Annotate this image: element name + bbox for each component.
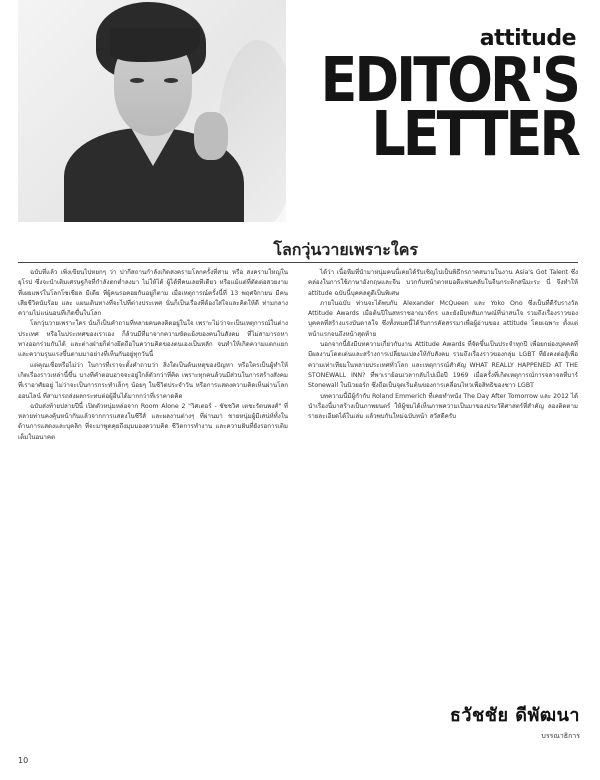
body-column-right bbox=[308, 268, 578, 422]
headline: โลกวุ่นวายเพราะใคร bbox=[273, 240, 418, 259]
body-column-left bbox=[18, 268, 288, 443]
paragraph: ได้ว่า เนื้อหืมที่นำมาหนุ่มคนนี้เคยได้รับเชิญไปเป็นพิธีกรภาคสนามในงาน Asia's Got Talent ซึ่งคล่องในการใช้ภาษาอังกฤษและจีน บวกกับหน้าตาหมอดีแฟนคลับในจีนกระดิกสนีมะระ นี่ จึงทำให้ attitude ฉบับนี้บุคคลดูดีเป็นพิเศษ bbox=[308, 269, 578, 297]
masthead bbox=[288, 26, 578, 170]
paragraph: แต่คุณเชื่อหรือไม่ว่า ในการที่เราจะตั้งคำถามว่า สิ่งใดเป็นต้นเหตุของปัญหา หรือใครเป็นผู้ทำให้เกิดเรื่องราวเหล่านี้ขึ้น บางทีคำตอบอาจจะอยู่ใกล้ตัวกว่าที่คิด เพราะทุกคนล้วนมีส่วนในการสร้างสังคมที่เราอาศัยอยู่ ไม่ว่าจะเป็นการกระทำเล็กๆ น้อยๆ ในชีวิตประจำวัน หรือการแสดงความคิดเห็นผ่านโลกออนไลน์ ที่สามารถส่งผลกระทบต่อผู้อื่นได้มากกว่าที่เราคาดคิด bbox=[18, 361, 288, 400]
signature-role: บรรณาธิการ bbox=[541, 732, 580, 740]
masthead-kicker: attitude bbox=[479, 26, 576, 51]
paragraph: บทความนี้มีผู้กำกับ Roland Emmerich ที่เคยทำหนัง The Day After Tomorrow และ 2012 ได้นำเรื่องนี้มาสร้างเป็นภาพยนตร์ ให้ผู้ชมได้เห็นภาพความเป็นมาของประวัติศาสตร์ที่สำคัญ ลองติดตามรายละเอียดได้ในเล่ม แล้วพบกันใหม่ฉบับหน้า สวัสดีครับ bbox=[308, 392, 578, 421]
masthead-line2: LETTER bbox=[371, 98, 578, 170]
paragraph: ภายในฉบับ ท่านจะได้พบกับ Alexander McQueen และ Yoko Ono ซึ่งเป็นที่ดีรับรางวัล Attitude Awards เมื่อต้นปีในสหราชอาณาจักร และยังมีบทสัมภาษณ์ที่น่าสนใจ รวมถึงเรื่องราวของบุคคลที่สร้างแรงบันดาลใจ ซึ่งทั้งหมดนี้ได้รับการคัดสรรมาเพื่อผู้อ่านของ attitude โดยเฉพาะ ตั้งแต่หน้าแรกจนถึงหน้าสุดท้าย bbox=[308, 299, 578, 338]
paragraph: ฉบับที่แล้ว เพิ่งเขียนไปหยกๆ ว่า ปากีสถานกำลังเกิดสงครามโลกครั้งที่สาม หรือ สงครามใหญ่ในยุโรป ซึ่งจะนำเติมเศรษฐกิจที่กำลังตกต่ำลงมา ไม่ให้ได้ ผู้ได้ทีคนเลยทีเดียว หรือแม้แต่ที่ตัดต่อสวยงามที่เผยแพร่ในโลกโซเชียล มีเดีย ที่ผู้คนรอคอยกันอยู่ก็ตาม เมื่อเหตุการณ์ครั้งนี้ที่ 13 พฤศจิกายน มีคนเสียชีวิตนับร้อย และ แผนเดินทางที่จะไปที่ต่างประเทศ นั่นก็เป็นเรื่องที่ต้องใส่ใจและคิดให้ดี ท่ามกลางความไม่แน่นอนที่เกิดขึ้นในโลก bbox=[18, 269, 288, 318]
photo bbox=[18, 0, 286, 222]
paragraph: โลกวุ่นวายเพราะใคร นั่นก็เป็นคำถามที่หลายคนคงคิดอยู่ในใจ เพราะไม่ว่าจะเป็นเหตุการณ์ในต่างประเทศ หรือในประเทศของเราเอง ก็ล้วนมีที่มาจากความขัดแย้งของคนในสังคม ที่ไม่สามารถหาทางออกร่วมกันได้ และต่างฝ่ายก็ต่างยึดถือในความคิดของตนเองเป็นหลัก จนทำให้เกิดความแตกแยกและความรุนแรงขึ้นตามมาอย่างที่เห็นกันอยู่ทุกวันนี้ bbox=[18, 320, 288, 359]
portrait-eye-left bbox=[130, 78, 144, 83]
portrait-eye-right bbox=[164, 78, 178, 83]
signature-name: ธวัชชัย ดีพัฒนา bbox=[449, 705, 580, 726]
masthead-line1: EDITOR'S bbox=[320, 44, 578, 116]
paragraph: ฉบับส่งท้ายปลายปีนี้ เปิดตัวหนุ่มหล่อจาก Room Alone 2 "วิศเตอร์ - ชัชชวิศ เตชะรัตนพงศ์" ที่หลายท่านคงคุ้นหน้ากันแล้วจากการแสดงในซีรีส์ และผลงานต่างๆ ที่ผ่านมา ชายหนุ่มผู้มีเสน่ห์ทั้งในด้านการแสดงและบุคลิก ที่จะมาพูดคุยถึงมุมมองความคิด ชีวิตการทำงาน และความฝันที่ยังรอการเติมเต็มในอนาคต bbox=[18, 402, 288, 441]
paragraph: นอกจากนี้ยังมีบทความเกี่ยวกับงาน Attitude Awards ที่จัดขึ้นเป็นประจำทุกปี เพื่อยกย่องบุคคลที่มีผลงานโดดเด่นและสร้างการเปลี่ยนแปลงให้กับสังคม รวมถึงเรื่องราวของกลุ่ม LGBT ที่ยังคงต่อสู้เพื่อความเท่าเทียมในหลายประเทศทั่วโลก และเหตุการณ์สำคัญ WHAT REALLY HAPPENED AT THE STONEWALL INN? ที่พาเราย้อนเวลากลับไปเมื่อปี 1969 เมื่อครั้งที่เกิดเหตุการณ์การจลาจลที่บาร์ Stonewall ในนิวยอร์ก ซึ่งถือเป็นจุดเริ่มต้นของการเคลื่อนไหวเพื่อสิทธิของชาว LGBT bbox=[308, 341, 578, 390]
page-number: 10 bbox=[18, 756, 29, 765]
portrait-hand bbox=[194, 112, 228, 160]
headline-bar bbox=[18, 236, 578, 263]
signature bbox=[446, 700, 580, 742]
